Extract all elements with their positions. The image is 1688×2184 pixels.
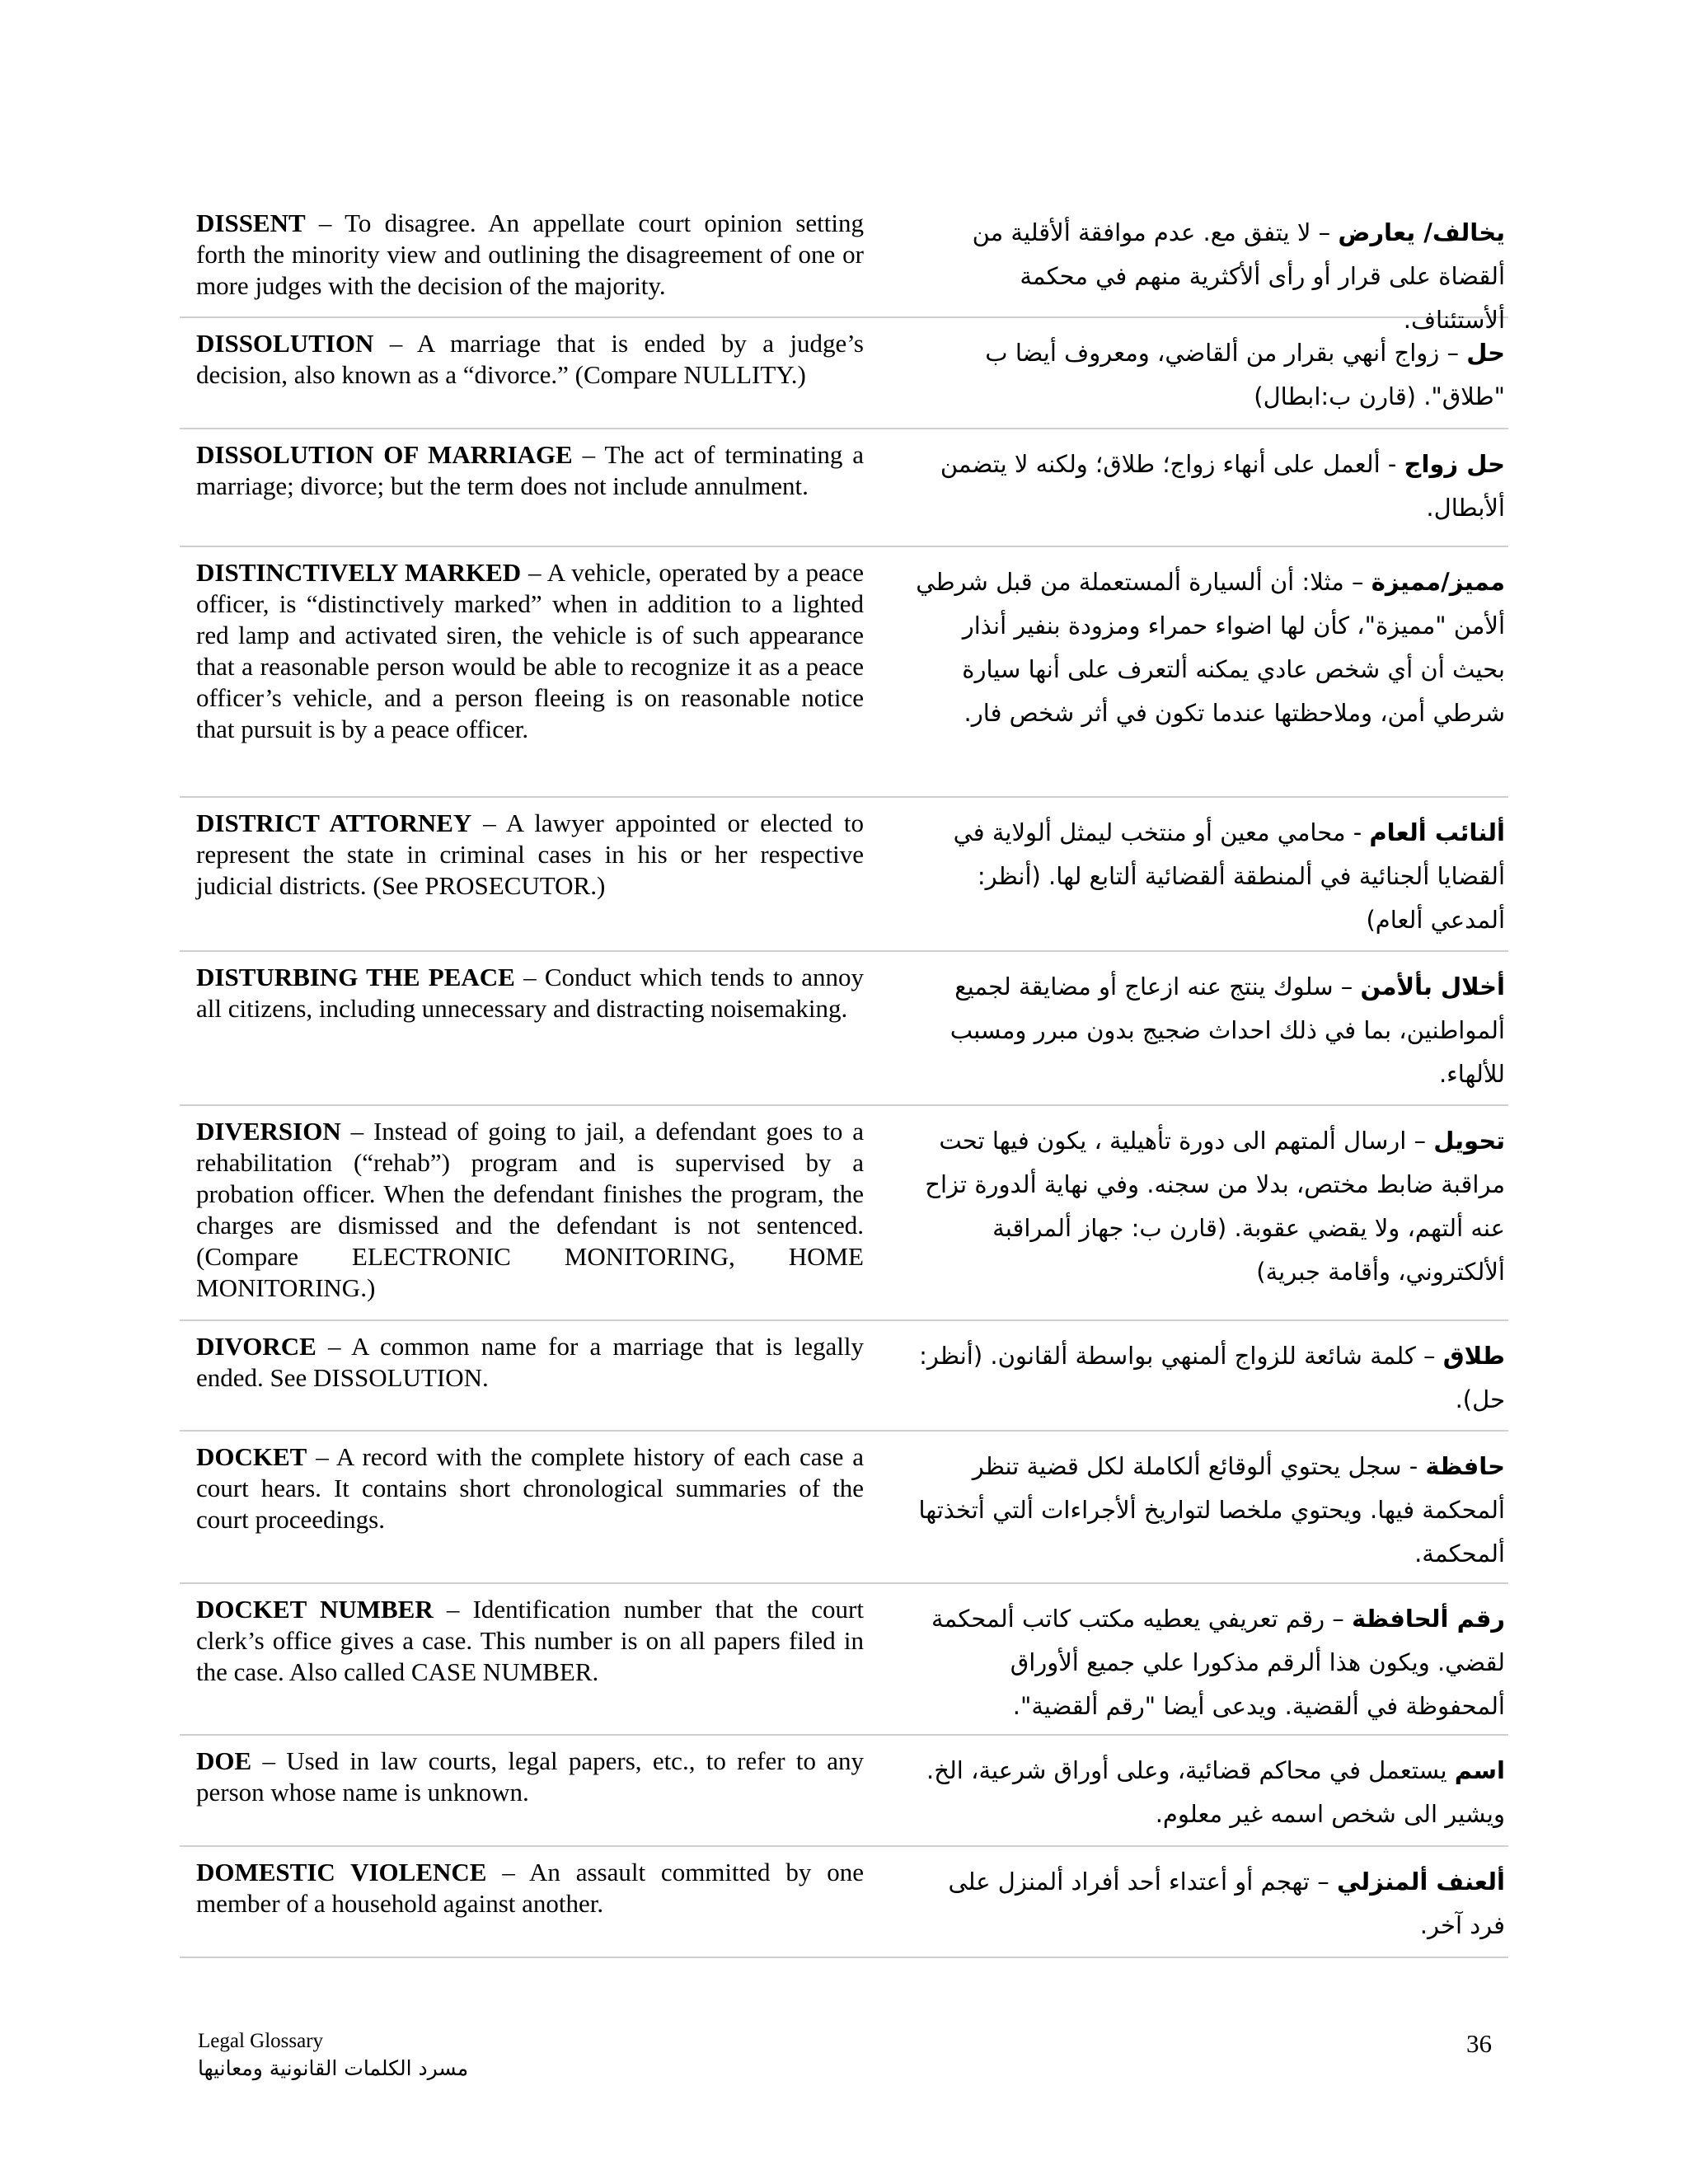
english-definition bbox=[196, 1857, 864, 1957]
arabic-definition bbox=[912, 1594, 1505, 1734]
english-term: DISSOLUTION OF MARRIAGE bbox=[196, 440, 573, 469]
english-definition bbox=[196, 1331, 864, 1430]
english-definition bbox=[196, 808, 864, 950]
english-text: – A lawyer appointed or elected to represent the state in criminal cases in his or her respective judicial districts. (See PROSECUTOR.) bbox=[196, 808, 864, 900]
arabic-term: أخلال بألأمن bbox=[1360, 972, 1505, 1001]
arabic-text: – كلمة شائعة للزواج ألمنهي بواسطة ألقانون. (أنظر: حل). bbox=[919, 1342, 1505, 1413]
english-definition bbox=[196, 962, 864, 1104]
english-text: – Instead of going to jail, a defendant goes to a rehabilitation (“rehab”) program and is supervised by a probation officer. When the defendant finishes the program, the charges are dismissed and the defendant is not sentenced. (Compare ELECTRONIC MONITORING, HOME MONITORING.) bbox=[196, 1117, 864, 1302]
arabic-definition bbox=[912, 328, 1505, 428]
english-definition bbox=[196, 208, 864, 316]
english-text: – A vehicle, operated by a peace officer, is “distinctively marked” when in addition to a lighted red lamp and activated siren, the vehicle is of such appearance that a reasonable person would be able to recognize it as a peace officer’s vehicle, and a person fleeing is on reasonable notice that pursuit is by a peace officer. bbox=[196, 558, 864, 743]
entry-row bbox=[180, 547, 1508, 798]
arabic-definition bbox=[912, 808, 1505, 950]
english-text: – The act of terminating a marriage; divorce; but the term does not include annulment. bbox=[196, 440, 864, 500]
english-definition bbox=[196, 439, 864, 546]
arabic-term: حل زواج bbox=[1404, 450, 1505, 478]
english-definition bbox=[196, 1746, 864, 1845]
footer-title-arabic: مسرد الكلمات القانونية ومعانيها bbox=[198, 2056, 469, 2080]
arabic-term: مميز/مميزة bbox=[1371, 568, 1505, 596]
entry-row bbox=[180, 798, 1508, 952]
english-term: DOE bbox=[196, 1746, 252, 1775]
arabic-text: – رقم تعريفي يعطيه مكتب كاتب ألمحكمة لقضي. ويكون هذا ألرقم مذكورا علي جميع ألأوراق ألمحفوظة في ألقضية. ويدعى أيضا "رقم ألقضية". bbox=[931, 1605, 1505, 1720]
arabic-term: تحويل bbox=[1433, 1127, 1505, 1155]
glossary-table bbox=[180, 198, 1508, 1958]
entry-row bbox=[180, 1736, 1508, 1847]
page-number: 36 bbox=[1466, 2029, 1492, 2058]
arabic-definition bbox=[912, 208, 1505, 334]
arabic-text: - محامي معين أو منتخب ليمثل ألولاية في ألقضايا ألجنائية في ألمنطقة ألقضائية ألتابع لها. (أنظر: ألمدعي ألعام) bbox=[953, 818, 1505, 934]
english-definition bbox=[196, 557, 864, 796]
english-text: – A marriage that is ended by a judge’s decision, also known as a “divorce.” (Compare NULLITY.) bbox=[196, 329, 864, 389]
entry-row bbox=[180, 1321, 1508, 1432]
english-text: – An assault committed by one member of a household against another. bbox=[196, 1858, 864, 1918]
arabic-term: ألعنف ألمنزلي bbox=[1336, 1868, 1505, 1896]
arabic-text: يستعمل في محاكم قضائية، وعلى أوراق شرعية، الخ. ويشير الى شخص اسمه غير معلوم. bbox=[926, 1756, 1505, 1828]
english-term: DOCKET bbox=[196, 1442, 307, 1471]
arabic-term: ألنائب ألعام bbox=[1369, 818, 1505, 846]
arabic-text: – مثلا: أن ألسيارة ألمستعملة من قبل شرطي ألأمن "مميزة"، كأن لها اضواء حمراء ومزودة بنفير أنذار بحيث أن أي شخص عادي يمكنه ألتعرف على أنها سيارة شرطي أمن، وملاحظتها عندما تكون في أثر شخص فار. bbox=[916, 568, 1505, 727]
arabic-definition bbox=[912, 557, 1505, 796]
english-text: – Used in law courts, legal papers, etc., to refer to any person whose name is unknown. bbox=[196, 1746, 864, 1807]
arabic-definition bbox=[912, 1441, 1505, 1582]
english-definition bbox=[196, 1441, 864, 1582]
english-text: – Conduct which tends to annoy all citizens, including unnecessary and distracting noisemaking. bbox=[196, 963, 864, 1023]
english-text: – A record with the complete history of each case a court hears. It contains short chronological summaries of the court proceedings. bbox=[196, 1442, 864, 1534]
entry-row bbox=[180, 1847, 1508, 1958]
english-text: – To disagree. An appellate court opinion setting forth the minority view and outlining the disagreement of one or more judges with the decision of the majority. bbox=[196, 209, 864, 300]
arabic-text: – لا يتفق مع. عدم موافقة ألأقلية من ألقضاة على قرار أو رأى ألأكثرية منهم في محكمة ألأستئناف. bbox=[972, 218, 1505, 334]
english-term: DOMESTIC VIOLENCE bbox=[196, 1858, 487, 1886]
arabic-text: - سجل يحتوي ألوقائع ألكاملة لكل قضية تنظر ألمحكمة فيها. ويحتوي ملخصا لتواريخ ألأجراءات ألتي أتخذتها ألمحكمة. bbox=[918, 1452, 1505, 1568]
entry-row bbox=[180, 198, 1508, 334]
entry-row bbox=[180, 1106, 1508, 1321]
english-term: DIVORCE bbox=[196, 1332, 316, 1361]
arabic-term: حافظة bbox=[1425, 1452, 1505, 1480]
arabic-text: – تهجم أو أعتداء أحد أفراد ألمنزل على فرد آخر. bbox=[948, 1868, 1505, 1939]
entry-row bbox=[180, 952, 1508, 1106]
arabic-definition bbox=[912, 1857, 1505, 1957]
footer bbox=[198, 2029, 468, 2083]
arabic-definition bbox=[912, 1116, 1505, 1319]
arabic-term: اسم bbox=[1454, 1756, 1505, 1784]
arabic-definition bbox=[912, 439, 1505, 546]
english-definition bbox=[196, 328, 864, 428]
english-text: – A common name for a marriage that is legally ended. See DISSOLUTION. bbox=[196, 1332, 864, 1392]
english-term: DOCKET NUMBER bbox=[196, 1595, 434, 1624]
entry-row bbox=[180, 318, 1508, 429]
entry-row bbox=[180, 429, 1508, 547]
arabic-term: حل bbox=[1466, 339, 1505, 367]
arabic-text: – ارسال ألمتهم الى دورة تأهيلية ، يكون فيها تحت مراقبة ضابط مختص، بدلا من سجنه. وفي نهاية ألدورة تزاح عنه ألتهم، ولا يقضي عقوبة. (قارن ب: جهاز ألمراقبة ألألكتروني، وأقامة جبرية) bbox=[925, 1127, 1505, 1286]
english-term: DISSOLUTION bbox=[196, 329, 374, 358]
entry-row bbox=[180, 1432, 1508, 1584]
english-term: DISSENT bbox=[196, 209, 306, 237]
footer-title-english: Legal Glossary bbox=[198, 2030, 324, 2052]
entry-row bbox=[180, 1584, 1508, 1736]
english-definition bbox=[196, 1594, 864, 1734]
english-term: DISTURBING THE PEACE bbox=[196, 963, 515, 991]
english-term: DISTRICT ATTORNEY bbox=[196, 808, 472, 837]
arabic-term: رقم ألحافظة bbox=[1352, 1605, 1505, 1633]
english-text: – Identification number that the court clerk’s office gives a case. This number is on all papers filed in the case. Also called CASE NUMBER. bbox=[196, 1595, 864, 1686]
arabic-term: يخالف/ يعارض bbox=[1338, 218, 1505, 246]
arabic-definition bbox=[912, 1331, 1505, 1430]
arabic-definition bbox=[912, 962, 1505, 1104]
arabic-term: طلاق bbox=[1442, 1342, 1505, 1370]
arabic-definition bbox=[912, 1746, 1505, 1845]
arabic-text: – زواج أنهي بقرار من ألقاضي، ومعروف أيضا ب "طلاق". (قارن ب:ابطال) bbox=[985, 339, 1505, 410]
arabic-text: - ألعمل على أنهاء زواج؛ طلاق؛ ولكنه لا يتضمن ألأبطال. bbox=[940, 450, 1505, 522]
english-term: DISTINCTIVELY MARKED bbox=[196, 558, 522, 587]
english-term: DIVERSION bbox=[196, 1117, 341, 1146]
arabic-text: – سلوك ينتج عنه ازعاج أو مضايقة لجميع ألمواطنين، بما في ذلك احداث ضجيج بدون مبرر ومسبب للألهاء. bbox=[950, 972, 1505, 1088]
english-definition bbox=[196, 1116, 864, 1319]
